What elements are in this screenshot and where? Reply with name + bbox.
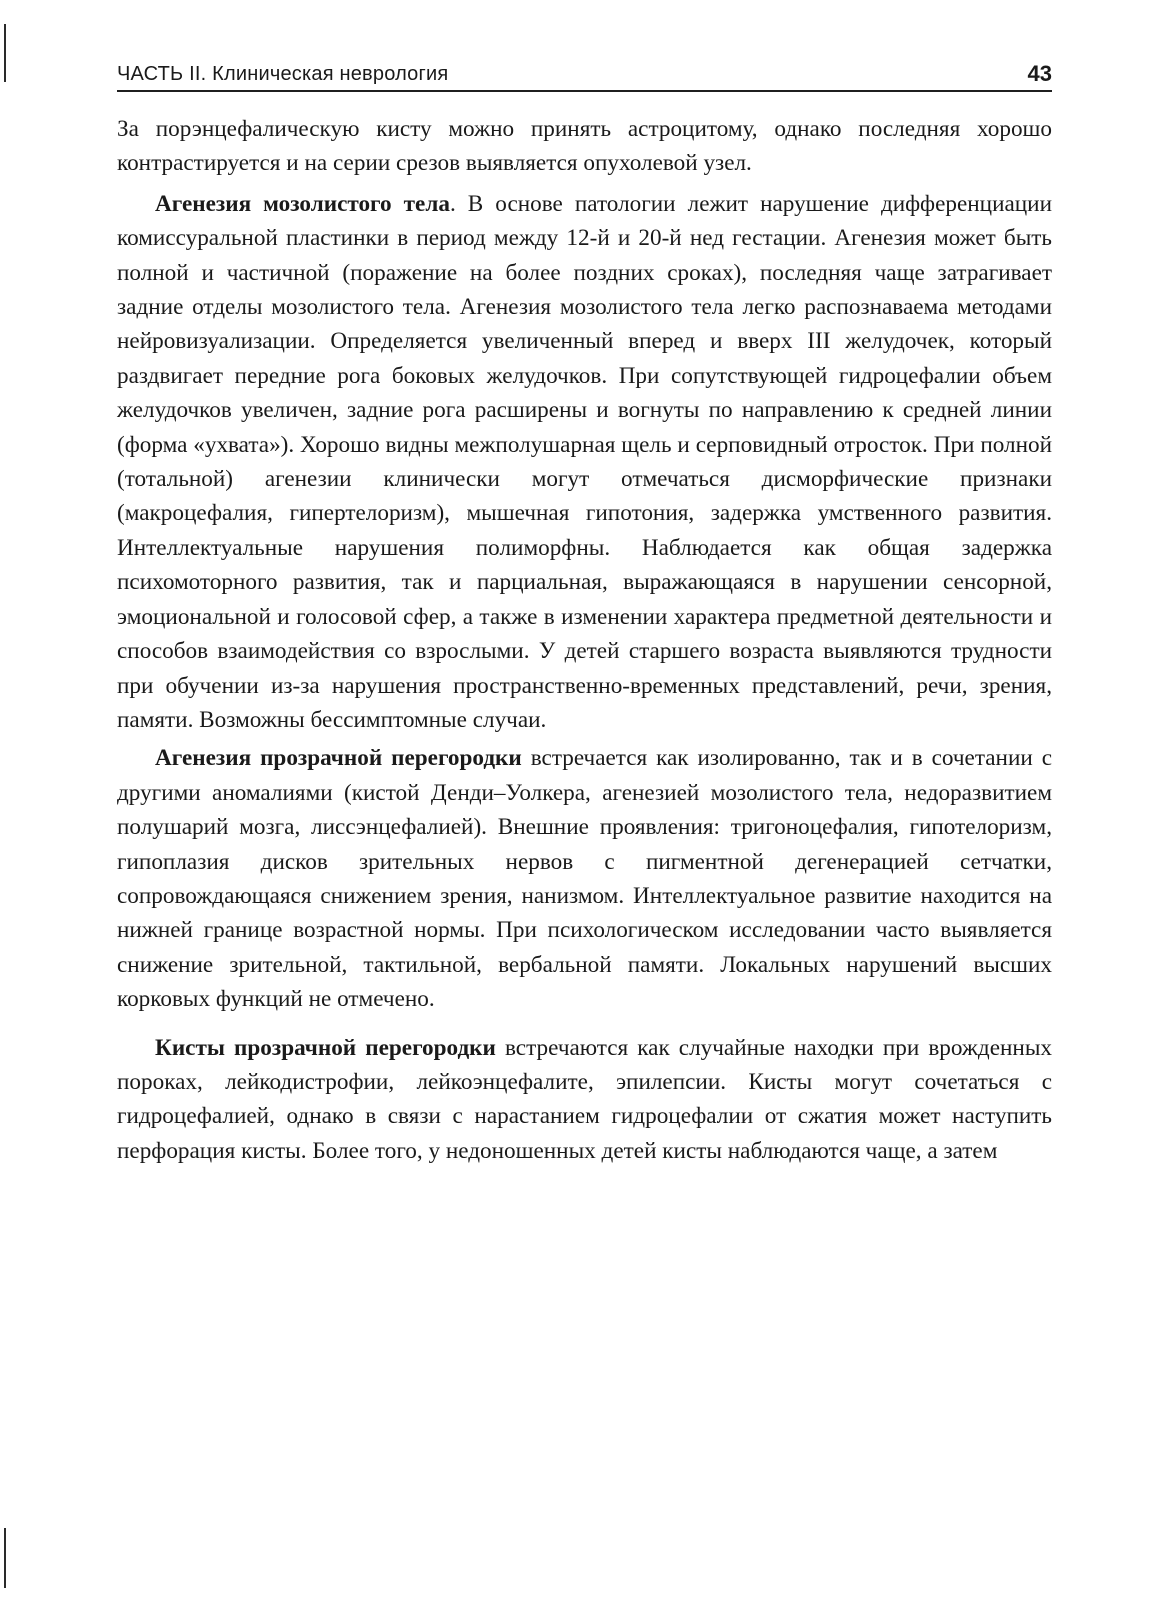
paragraph-septum-pellucidum-agenesis	[117, 741, 1052, 1016]
paragraph-term: Агенезия мозолистого тела	[155, 190, 450, 217]
paragraph-text: встречаются как случайные находки при врожденных пороках, лейкодистрофии, лейкоэнцефалите, эпилепсии. Кисты могут сочетаться с гидроцефалией, однако в связи с нарастанием гидроцефалии от сжатия может наступить перфорация кисты. Более того, у недоношенных детей кисты наблюдаются чаще, а затем	[117, 1034, 1053, 1164]
paragraph-porencephaly-note	[117, 112, 1052, 181]
scan-edge-mark	[4, 1528, 6, 1588]
paragraph-text: За порэнцефалическую кисту можно принять астроцитому, однако последняя хорошо контрастируется и на серии срезов выявляется опухолевой узел.	[117, 116, 1052, 177]
paragraph-text: . В основе патологии лежит нарушение дифференциации комиссуральной пластинки в период между 12-й и 20-й нед гестации. Агенезия может быть полной и частичной (поражение на более поздних сроках), последняя чаще затрагивает задние отделы мозолистого тела. Агенезия мозолистого тела легко распознаваема методами нейровизуализации. Определяется увеличенный вперед и вверх III желудочек, который раздвигает передние рога боковых желудочков. При сопутствующей гидроцефалии объем желудочков увеличен, задние рога расширены и вогнуты по направлению к средней линии (форма «ухвата»). Хорошо видны межполушарная щель и серповидный отросток. При полной (тотальной) агенезии клинически могут отмечаться дисморфические признаки (макроцефалия, гипертелоризм), мышечная гипотония, задержка умственного развития. Интеллектуальные нарушения полиморфны. Наблюдается как общая задержка психомоторного развития, так и парциальная, выражающаяся в нарушении сенсорной, эмоциональной и голосовой сфер, а также в изменении характера предметной деятельности и способов взаимодействия со взрослыми. У детей старшего возраста выявляются трудности при обучении из-за нарушения пространственно-временных представлений, речи, зрения, памяти. Возможны бессимптомные случаи.	[117, 190, 1052, 733]
page-number: 43	[1027, 61, 1052, 86]
paragraph-term: Агенезия прозрачной перегородки	[155, 745, 522, 772]
paragraph-term: Кисты прозрачной перегородки	[155, 1034, 496, 1061]
paragraph-corpus-callosum-agenesis	[117, 187, 1052, 738]
page-body	[117, 112, 1052, 1172]
paragraph-septum-pellucidum-cysts	[117, 1031, 1052, 1169]
page-header	[117, 58, 1052, 92]
paragraph-text: встречается как изолированно, так и в сочетании с другими аномалиями (кистой Денди–Уолкера, агенезией мозолистого тела, недоразвитием полушарий мозга, лиссэнцефалией). Внешние проявления: тригоноцефалия, гипотелоризм, гипоплазия дисков зрительных нервов с пигментной дегенерацией сетчатки, сопровождающаяся снижением зрения, нанизмом. Интеллектуальное развитие находится на нижней границе возрастной нормы. При психологическом исследовании часто выявляется снижение зрительной, тактильной, вербальной памяти. Локальных нарушений высших корковых функций не отмечено.	[117, 745, 1052, 1013]
running-head: ЧАСТЬ II. Клиническая неврология	[117, 63, 449, 85]
scan-edge-mark	[4, 24, 6, 82]
